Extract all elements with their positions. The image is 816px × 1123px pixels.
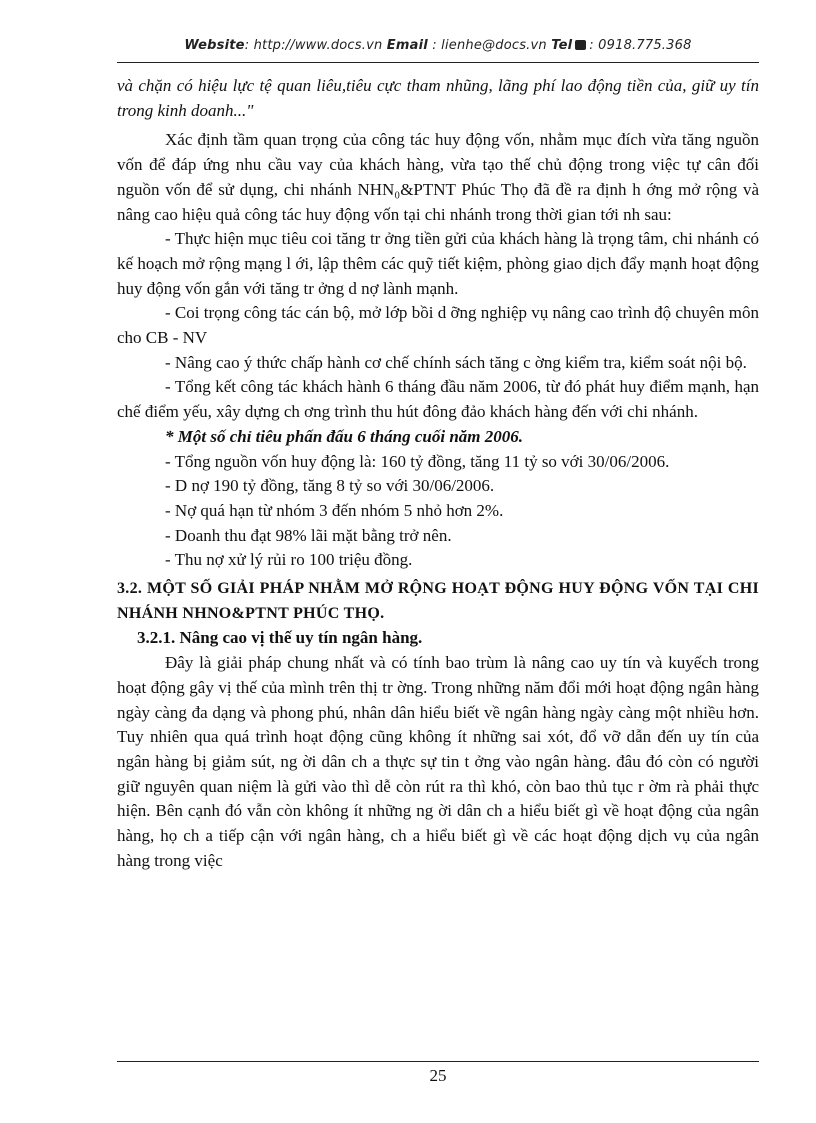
document-body [117,74,759,874]
intro-paragraph: Xác định tầm quan trọng của công tác huy động vốn, nhằm mục đích vừa tăng nguồn vốn để đáp ứng nhu cầu vay của khách hàng, vừa tạo thế chủ động trong việc tự cân đối nguồn vốn để sử dụng, chi nhánh NHN₀&PTNT Phúc Thọ đã đề ra định h ớng mở rộng và nâng cao hiệu quả công tác huy động vốn tại chi nhánh trong thời gian tới nh sau: [117,130,759,224]
target-item: - Doanh thu đạt 98% lãi mặt bằng trở nên. [165,525,452,545]
website-url[interactable]: : http://www.docs.vn [244,38,383,53]
website-label: Website [184,38,245,53]
targets-heading: * Một số chỉ tiêu phấn đấu 6 tháng cuối năm 2006. [165,426,524,446]
email-address[interactable]: : lienhe@docs.vn [432,38,547,53]
subsection-heading: 3.2.1. Nâng cao vị thế uy tín ngân hàng. [137,628,423,648]
tel-number: : 0918.775.368 [589,38,692,53]
target-item: - Tổng nguồn vốn huy động là: 160 tỷ đồng, tăng 11 tỷ so với 30/06/2006. [165,451,670,471]
phone-icon [575,40,586,50]
target-item: - D nợ 190 tỷ đồng, tăng 8 tỷ so với 30/06/2006. [165,476,495,496]
quote-paragraph: và chặn có hiệu lực tệ quan liêu,tiêu cực tham nhũng, lãng phí lao động tiền của, giữ uy tín trong kinh doanh..." [117,76,759,120]
final-paragraph: Đây là giải pháp chung nhất và có tính bao trùm là nâng cao uy tín và kuyếch trong hoạt động gây vị thế của mình trên thị tr ờng. Trong những năm đổi mới hoạt động ngân hàng ngày càng đa dạng và phong phú, nhân dân hiểu biết về ngân hàng ngày càng một nhiều hơn. Tuy nhiên qua quá trình hoạt động cũng không ít những sai xót, đổ vỡ dẫn đến uy tín của ngân hàng bị giảm sút, ng ời dân ch a thực sự tin t ởng vào ngân hàng. đâu đó còn có người giữ nguyên quan niệm là gửi vào thì dễ còn rút ra thì khó, còn bao thủ tục r ờm rà phải thực hiện. Bên cạnh đó vẫn còn không ít những ng ời dân ch a hiểu biết gì về hoạt động của ngân hàng, họ ch a tiếp cận với ngân hàng, ch a hiểu biết gì về các hoạt động dịch vụ của ngân hàng trong việc [117,653,759,870]
bullet-item: - Thực hiện mục tiêu coi tăng tr ởng tiền gửi của khách hàng là trọng tâm, chi nhánh có kế hoạch mở rộng mạng l ới, lập thêm các quỹ tiết kiệm, phòng giao dịch đẩy mạnh hoạt động huy động vốn gắn với tăng tr ởng d nợ lành mạnh. [117,229,759,298]
page-number: 25 [429,1066,447,1085]
bullet-item: - Tổng kết công tác khách hành 6 tháng đầu năm 2006, từ đó phát huy điểm mạnh, hạn chế điểm yếu, xây dựng ch ơng trình thu hút đông đảo khách hàng đến với chi nhánh. [117,377,759,422]
tel-label: Tel [551,38,573,53]
bullet-item: - Nâng cao ý thức chấp hành cơ chế chính sách tăng c ờng kiểm tra, kiểm soát nội bộ. [165,352,747,372]
bullet-item: - Coi trọng công tác cán bộ, mở lớp bồi d ỡng nghiệp vụ nâng cao trình độ chuyên môn cho CB - NV [117,303,759,348]
target-item: - Nợ quá hạn từ nhóm 3 đến nhóm 5 nhỏ hơn 2%. [165,500,504,520]
page-header [117,38,759,63]
email-label: Email [386,38,428,53]
target-item: - Thu nợ xử lý rủi ro 100 triệu đồng. [165,550,413,570]
footer-divider [117,1061,759,1062]
section-heading: 3.2. MỘT SỐ GIẢI PHÁP NHẰM MỞ RỘNG HOẠT ĐỘNG HUY ĐỘNG VỐN TẠI CHI NHÁNH NHNO&PTNT PHÚC THỌ. [117,580,759,622]
